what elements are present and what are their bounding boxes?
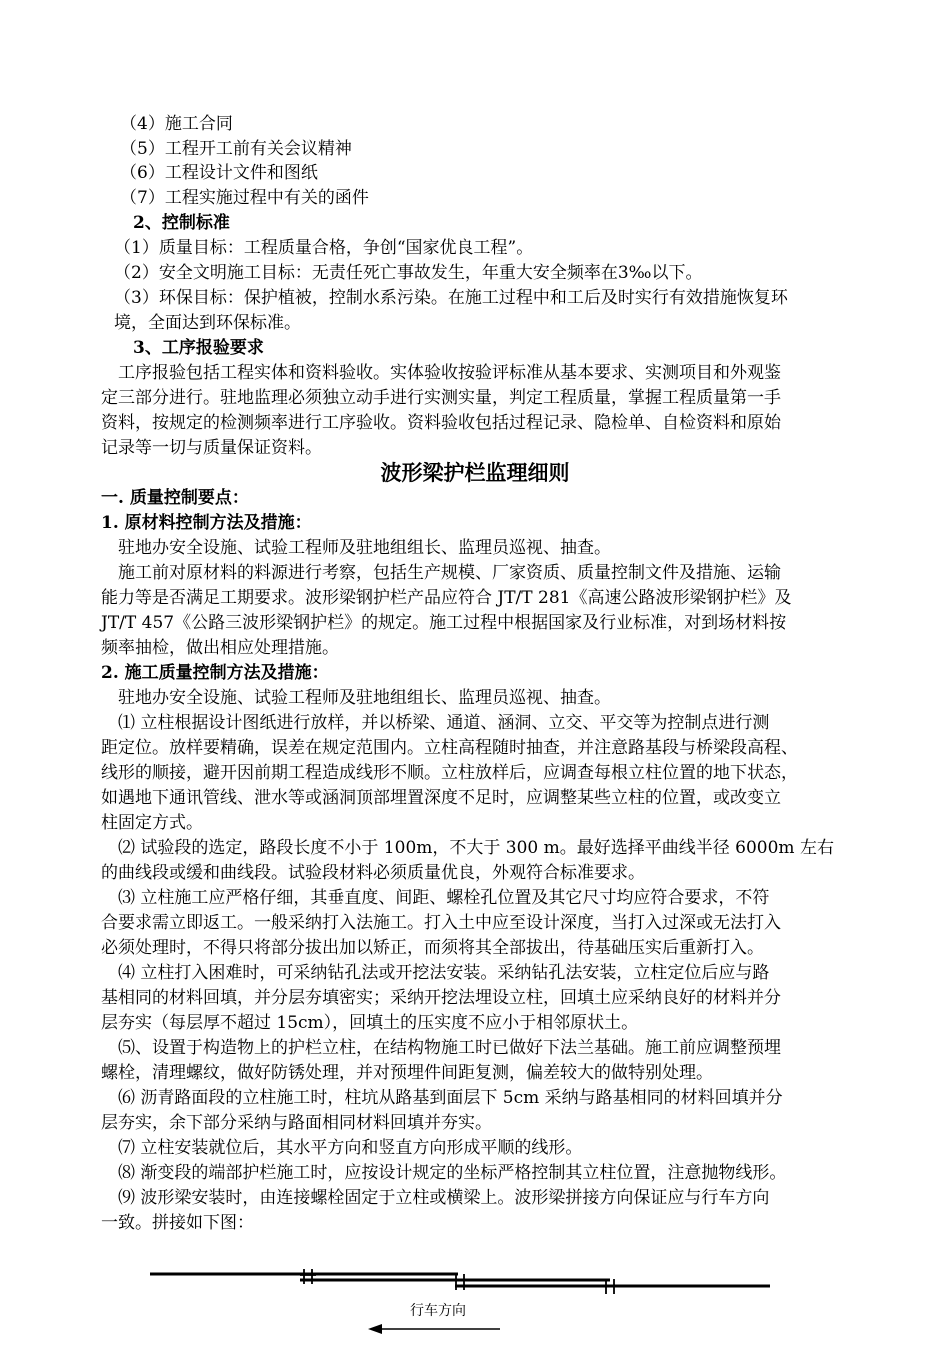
paragraph-line: 的曲线段或缓和曲线段。试验段材料必须质量优良，外观符合标准要求。 xyxy=(101,863,645,883)
paragraph-line: 驻地办安全设施、试验工程师及驻地组组长、监理员巡视、抽查。 xyxy=(118,688,611,708)
paragraph-line: 定三部分进行。驻地监理必须独立动手进行实测实量，判定工程质量，掌握工程质量第一手 xyxy=(101,388,781,408)
paragraph-line: ⑼ 波形梁安装时，由连接螺栓固定于立柱或横梁上。波形梁拼接方向保证应与行车方向 xyxy=(118,1188,770,1208)
paragraph-line: 驻地办安全设施、试验工程师及驻地组组长、监理员巡视、抽查。 xyxy=(118,538,611,558)
document-title: 波形梁护栏监理细则 xyxy=(380,460,570,485)
sub-heading: 1. 原材料控制方法及措施： xyxy=(101,513,312,533)
paragraph-line: 线形的顺接，避开因前期工程造成线形不顺。立柱放样后，应调查每根立柱位置的地下状态， xyxy=(101,763,798,783)
paragraph-line: 基相同的材料回填，并分层夯填密实；采纳开挖法埋设立柱，回填土应采纳良好的材料并分 xyxy=(101,988,781,1008)
paragraph-line: 如遇地下通讯管线、泄水等或涵洞顶部埋置深度不足时，应调整某些立柱的位置，或改变立 xyxy=(101,788,781,808)
paragraph-line: ⑸、设置于构造物上的护栏立柱，在结构物施工时已做好下法兰基础。施工前应调整预埋 xyxy=(118,1038,781,1058)
paragraph-line: 距定位。放样要精确，误差在规定范围内。立柱高程随时抽查，并注意路基段与桥梁段高程、 xyxy=(101,738,798,758)
paragraph-line: 资料，按规定的检测频率进行工序验收。资料验收包括过程记录、隐检单、自检资料和原始 xyxy=(101,413,781,433)
section-heading: 3、工序报验要求 xyxy=(133,338,264,358)
splice-diagram xyxy=(0,1260,950,1344)
paragraph-line: 工序报验包括工程实体和资料验收。实体验收按验评标准从基本要求、实测项目和外观鉴 xyxy=(118,363,781,383)
basis-item: （6）工程设计文件和图纸 xyxy=(120,163,318,183)
paragraph-line: 层夯实，余下部分采纳与路面相同材料回填并夯实。 xyxy=(101,1113,492,1133)
paragraph-line: 能力等是否满足工期要求。波形梁钢护栏产品应符合 JT/T 281《高速公路波形梁钢护栏》及 xyxy=(101,588,792,608)
basis-item: （4）施工合同 xyxy=(120,114,233,134)
paragraph-line: 施工前对原材料的料源进行考察，包括生产规模、厂家资质、质量控制文件及措施、运输 xyxy=(118,563,781,583)
direction-caption: 行车方向 xyxy=(410,1303,466,1319)
bolt-mark xyxy=(452,1274,468,1290)
paragraph-line: 记录等一切与质量保证资料。 xyxy=(101,438,322,458)
sub-heading: 2. 施工质量控制方法及措施： xyxy=(101,663,329,683)
paragraph-line: ⑻ 渐变段的端部护栏施工时，应按设计规定的坐标严格控制其立柱位置，注意抛物线形。 xyxy=(118,1163,787,1183)
paragraph-line: 螺栓，清理螺纹，做好防锈处理，并对预埋件间距复测，偏差较大的做特别处理。 xyxy=(101,1063,713,1083)
paragraph-line: JT/T 457《公路三波形梁钢护栏》的规定。施工过程中根据国家及行业标准，对到场材料按 xyxy=(101,613,787,633)
splice-diagram-svg xyxy=(0,1260,950,1344)
standard-item: （1）质量目标：工程质量合格，争创“国家优良工程”。 xyxy=(114,238,534,258)
standard-item: （2）安全文明施工目标：无责任死亡事故发生，年重大安全频率在3‰以下。 xyxy=(114,263,703,283)
paragraph-line: ⑺ 立柱安装就位后，其水平方向和竖直方向形成平顺的线形。 xyxy=(118,1138,583,1158)
basis-item: （7）工程实施过程中有关的函件 xyxy=(120,188,369,208)
paragraph-line: 一致。拼接如下图： xyxy=(101,1213,254,1233)
bolt-mark xyxy=(300,1269,316,1284)
paragraph-line: ⑹ 沥青路面段的立柱施工时，柱坑从路基到面层下 5cm 采纳与路基相同的材料回填并分 xyxy=(118,1088,783,1108)
paragraph-line: 必须处理时，不得只将部分拔出加以矫正，而须将其全部拔出，待基础压实后重新打入。 xyxy=(101,938,764,958)
section-heading: 2、控制标准 xyxy=(133,213,230,233)
standard-item: 境，全面达到环保标准。 xyxy=(114,313,301,333)
paragraph-line: 频率抽检，做出相应处理措施。 xyxy=(101,638,339,658)
paragraph-line: 层夯实（每层厚不超过 15cm），回填土的压实度不应小于相邻原状土。 xyxy=(101,1013,639,1033)
direction-arrow-head xyxy=(368,1324,382,1334)
part-heading: 一. 质量控制要点： xyxy=(101,488,249,508)
paragraph-line: 柱固定方式。 xyxy=(101,813,203,833)
paragraph-line: ⑵ 试验段的选定，路段长度不小于 100m，不大于 300 m。最好选择平曲线半径 6000m 左右 xyxy=(118,838,834,858)
paragraph-line: 合要求需立即返工。一般采纳打入法施工。打入土中应至设计深度，当打入过深或无法打入 xyxy=(101,913,781,933)
paragraph-line: ⑶ 立柱施工应严格仔细，其垂直度、间距、螺栓孔位置及其它尺寸均应符合要求，不符 xyxy=(118,888,770,908)
paragraph-line: ⑴ 立柱根据设计图纸进行放样，并以桥梁、通道、涵洞、立交、平交等为控制点进行测 xyxy=(118,713,770,733)
standard-item: （3）环保目标：保护植被，控制水系污染。在施工过程中和工后及时实行有效措施恢复环 xyxy=(114,288,788,308)
paragraph-line: ⑷ 立柱打入困难时，可采纳钻孔法或开挖法安装。采纳钻孔法安装，立柱定位后应与路 xyxy=(118,963,770,983)
basis-item: （5）工程开工前有关会议精神 xyxy=(120,139,352,159)
